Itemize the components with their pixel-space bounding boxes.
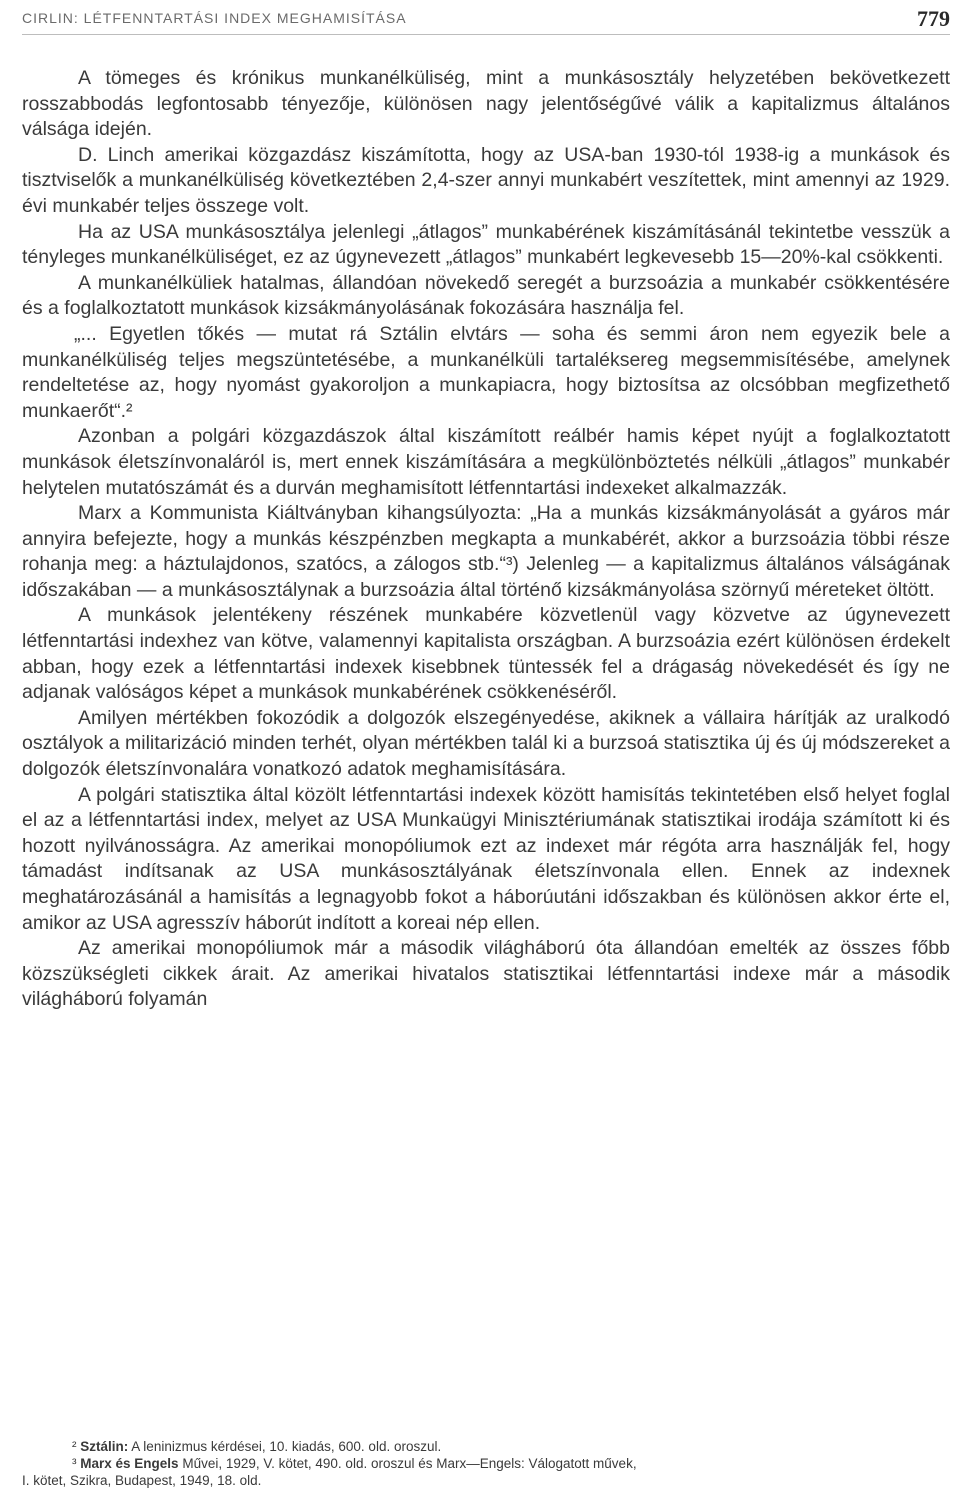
paragraph: Ha az USA munkásosztálya jelenlegi „átlagos” munkabérének kiszámításánál tekintetbe vesszük a tényleges munkanélküliséget, ez az úgynevezett „átlagos” munkabért legkevesebb 15—20%-kal csökkenti. [22,220,950,269]
paragraph: D. Linch amerikai közgazdász kiszámította, hogy az USA-ban 1930-tól 1938-ig a munkások és tisztviselők a munkanélküliség következtében 2,4-szer annyi munkabért veszítettek, mint amennyi az 1929. évi munkabér teljes összege volt. [22,143,950,217]
paragraph: Amilyen mértékben fokozódik a dolgozók elszegényedése, akiknek a vállaira hárítják az uralkodó osztályok a militarizáció minden terhét, olyan mértékben talál ki a burzsoá statisztika új és új módszereket a dolgozók életszínvonalára vonatkozó adatok meghamisítására. [22,706,950,781]
header-divider [22,34,950,35]
page-number: 779 [917,6,950,31]
paragraph: A munkanélküliek hatalmas, állandóan növekedő seregét a burzsoázia a munkabér csökkentésére és a foglalkoztatott munkások kizsákmányolásának fokozására használja fel. [22,271,950,320]
footnote-mark: ² [72,1439,77,1454]
footnote [22,1438,950,1455]
quote-paragraph: „... Egyetlen tőkés — mutat rá Sztálin elvtárs — soha és semmi áron nem egyezik bele a munkanélküliség teljes megszüntetésébe, a munkanélküli tartaléksereg megsemmisítésébe, amelynek rendeltetése az, hogy nyomást gyakoroljon a munkapiacra, hogy biztosítsa az olcsóbban megfizethető munkaerőt“.² [22,322,950,422]
footnote-author: Sztálin: [80,1439,129,1454]
footnotes [22,1438,950,1489]
paragraph: Marx a Kommunista Kiáltványban kihangsúlyozta: „Ha a munkás kizsákmányolását a gyáros már annyira befejezte, hogy a munkás készpénzben megkapta a munkabérét, akkor a burzsoázia többi része rohanja meg: a háztulajdonos, szatócs, a zálogos stb.“³) Jelenleg — a kapitalizmus általános válságának időszakában — a munkásosztálynak a burzsoázia által történő kizsákmányolása szörnyű méreteket öltött. [22,502,950,601]
footnote-mark: ³ [72,1456,77,1471]
document-page [22,0,950,1496]
paragraph: Az amerikai monopóliumok már a második világháború óta állandóan emelték az összes főbb közszükségleti cikkek árait. Az amerikai hivatalos statisztikai létfenntartási indexe már a második világháború folyamán [22,937,950,1011]
footnote [22,1455,950,1472]
paragraph: A tömeges és krónikus munkanélküliség, mint a munkásosztály helyzetében bekövetkezett rosszabbodás legfontosabb tényezője, különösen nagy jelentőségűvé válik a kapitalizmus általános válsága idején. [22,67,950,141]
footnote-text: A leninizmus kérdései, 10. kiadás, 600. old. oroszul. [131,1439,442,1454]
paragraph: Azonban a polgári közgazdászok által kiszámított reálbér hamis képet nyújt a foglalkoztatott munkások életszínvonaláról is, mert ennek kiszámítására a megkülönböztetés nélküli „átlagos” munkabér helytelen mutatószámát és a durván meghamisított létfenntartási indexeket alkalmazzák. [22,425,950,499]
footnote-author: Marx és Engels [80,1456,179,1471]
body-text [22,66,950,1013]
paragraph: A munkások jelentékeny részének munkabére közvetlenül vagy közvetve az úgynevezett létfenntartási indexhez van kötve, valamennyi kapitalista országban. A burzsoázia ezért különösen érdekelt abban, hogy ezek a létfenntartási indexek kisebbnek tüntessék fel a drágaság növekedését és így ne adjanak valóságos képet a munkások munkabérének csökkenéséről. [22,604,950,704]
footnote-text: Művei, 1929, V. kötet, 490. old. oroszul és Marx—Engels: Válogatott művek, [182,1456,637,1471]
footnote-continuation: I. kötet, Szikra, Budapest, 1949, 18. old. [22,1473,262,1488]
running-header-title: CIRLIN: LÉTFENNTARTÁSI INDEX MEGHAMISÍTÁSA [22,10,407,26]
paragraph: A polgári statisztika által közölt létfenntartási indexek között hamisítás tekintetében első helyet foglal el az a létfenntartási index, melyet az USA Munkaügyi Minisztériumának statisztikai irodája számított ki és hozott nyilvánosságra. Az amerikai monopóliumok ezt az indexet már régóta arra használják fel, hogy támadást indítsanak az USA munkásosztályának életszínvonala ellen. Ennek az indexnek meghatározásánál a hamisítás a legnagyobb fokot a háborúutáni időszakban és különösen akkor érte el, amikor az USA agresszív háborút indított a koreai nép ellen. [22,783,950,934]
running-header [22,6,950,30]
